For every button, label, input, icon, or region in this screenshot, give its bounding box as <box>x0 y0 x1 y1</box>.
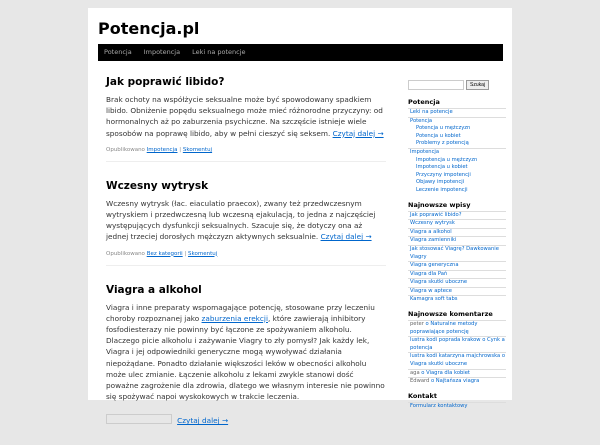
category-link[interactable]: Impotencja <box>146 146 178 153</box>
potencja-list <box>408 108 506 195</box>
post-excerpt <box>106 302 386 403</box>
embedded-box <box>106 414 172 424</box>
category-link[interactable]: Bez kategorii <box>146 250 183 257</box>
recent-comments-list <box>408 320 506 386</box>
search-form <box>408 80 506 90</box>
menu-item-impotencja[interactable]: Impotencja <box>143 48 181 56</box>
comment-text[interactable]: o Viagra dla kobiet <box>419 369 470 376</box>
post <box>106 284 386 428</box>
contact-list <box>408 402 506 411</box>
post-meta <box>106 147 386 162</box>
post-excerpt-text: Viagra i inne preparaty wspomagające potencję, stosowane przy leczeniu choroby rozpoznanej jako <box>106 302 375 323</box>
comment-author: peter <box>410 321 424 328</box>
widget-title: Najnowsze wpisy <box>408 200 471 209</box>
sidebar-link[interactable]: Viagra dla Pań <box>408 270 506 279</box>
sidebar-link[interactable]: Kamagra soft tabs <box>408 295 506 304</box>
sidebar-link[interactable]: Wczesny wytrysk <box>408 219 506 228</box>
comment-author: aga <box>410 369 420 376</box>
comment-text[interactable]: o Najtańsza viagra <box>429 378 480 385</box>
search-button[interactable]: Szukaj <box>466 80 489 90</box>
post-excerpt <box>106 198 386 243</box>
posts-column <box>106 76 386 445</box>
sidebar-link[interactable]: Potencja u kobiet <box>416 132 461 139</box>
comment-item[interactable] <box>408 377 506 386</box>
widget-title: Potencja <box>408 98 440 106</box>
widget-title: Najnowsze komentarze <box>408 310 493 319</box>
site-title[interactable]: Potencja.pl <box>98 19 200 38</box>
meta-prefix: Opublikowano <box>106 250 145 257</box>
sidebar-link[interactable]: Leczenie impotencji <box>416 186 468 193</box>
sidebar-link[interactable]: Viagra zamienniki <box>408 236 506 245</box>
recent-posts-list <box>408 211 506 305</box>
sidebar-link[interactable]: Problemy z potencją <box>416 140 469 147</box>
sidebar-link[interactable]: Viagra generyczna <box>408 261 506 270</box>
comment-link[interactable]: Skomentuj <box>188 250 218 257</box>
comment-item[interactable] <box>408 336 506 352</box>
comment-link[interactable]: Skomentuj <box>182 146 213 153</box>
sidebar-link[interactable]: Viagra a alkohol <box>408 228 506 237</box>
main-menu <box>98 44 503 61</box>
inline-link[interactable]: zaburzenia erekcji <box>201 313 268 323</box>
meta-prefix: Opublikowano <box>106 146 145 153</box>
post-title[interactable]: Wczesny wytrysk <box>106 179 209 192</box>
widget-title: Kontakt <box>408 391 437 400</box>
read-more-link[interactable]: Czytaj dalej → <box>332 128 384 138</box>
post <box>106 180 386 266</box>
meta-separator: | <box>179 146 182 153</box>
sidebar-link[interactable]: Jak poprawić libido? <box>408 211 506 220</box>
comment-item[interactable] <box>408 352 506 368</box>
post-excerpt-text: , które zawierają inhibitory fosfodiesterazy nie powinny być łączone ze spożywaniem alkoholu. Dlaczego picie alkoholu i zażywanie Viagry to zły pomysł? Jak każdy lek, Viagra i jej odpowiedniki generyczne mogą wywoływać działania niepożądane. Ponadto działanie większości leków w obecności alkoholu może ulec zmianie. Łączenie alkoholu z lekami zwykle stanowi dość poważne zagrożenie dla zdrowia, dlatego we własnym interesie nie powinno się spożywać napoi wyskokowych w trakcie leczenia. <box>106 313 385 402</box>
sidebar-link[interactable]: Viagra skutki uboczne <box>408 278 506 287</box>
sidebar-link[interactable]: Impotencja <box>408 148 506 157</box>
sidebar-link[interactable]: Potencja <box>408 117 506 126</box>
search-input[interactable] <box>408 80 464 90</box>
sidebar-link[interactable]: Objawy impotencji <box>416 179 465 186</box>
sidebar-link[interactable]: Impotencja u kobiet <box>416 164 468 171</box>
sidebar-link[interactable]: Viagra w aptece <box>408 287 506 296</box>
post <box>106 76 386 162</box>
post-excerpt <box>106 94 386 139</box>
sidebar-link[interactable]: Leki na potencje <box>408 108 506 117</box>
post-excerpt-text: Brak ochoty na współżycie seksualne może być spowodowany spadkiem libido. Obniżenie popędu seksualnego może mieć różnorodne przyczyny: od hormonalnych aż po zaburzenia psychiczne. Na szczęście istnieje wiele sposobów na poprawę libido, aby w pełni cieszyć się seksem. <box>106 95 383 138</box>
post-meta <box>106 251 386 266</box>
comment-text[interactable]: lustra kodi poprada krakow o Cynk a potencja <box>410 337 505 351</box>
meta-separator: | <box>184 250 187 257</box>
sidebar-link[interactable]: Potencja u mężczyzn <box>416 125 471 132</box>
post-title[interactable]: Jak poprawić libido? <box>106 76 225 88</box>
read-more-link[interactable]: Czytaj dalej → <box>320 232 372 242</box>
sidebar-link[interactable]: Formularz kontaktowy <box>408 402 506 411</box>
comment-author: Edward <box>410 378 430 385</box>
sidebar <box>408 80 506 416</box>
post-title[interactable]: Viagra a alkohol <box>106 283 202 296</box>
comment-text[interactable]: lustra kodi katarzyna majchrowska o Viagra skutki uboczne <box>410 353 506 368</box>
post-excerpt-text: Wczesny wytrysk (łac. eiaculatio praecox), zwany też przedwczesnym wytryskiem i przedwczesną lub wczesną ejakulacją, to jedna z najczęściej występujących dysfunkcji seksualnych. Szacuje się, że dotyczy ona aż jednej trzeciej dorosłych mężczyzn aktywnych seksualnie. <box>106 198 376 242</box>
comment-item[interactable] <box>408 320 506 336</box>
comment-text[interactable]: o Naturalne metody poprawiające potencję <box>410 321 478 335</box>
menu-item-potencja[interactable]: Potencja <box>104 48 132 56</box>
sidebar-link[interactable]: Impotencja u mężczyzn <box>416 156 478 163</box>
comment-item[interactable] <box>408 369 506 378</box>
page-wrapper <box>88 8 512 426</box>
sidebar-link[interactable]: Jak stosować Viagrę? Dawkowanie Viagry <box>408 245 506 261</box>
menu-item-leki[interactable]: Leki na potencje <box>192 48 246 56</box>
read-more-link[interactable]: Czytaj dalej → <box>177 416 229 426</box>
sidebar-link[interactable]: Przyczyny impotencji <box>416 171 471 178</box>
